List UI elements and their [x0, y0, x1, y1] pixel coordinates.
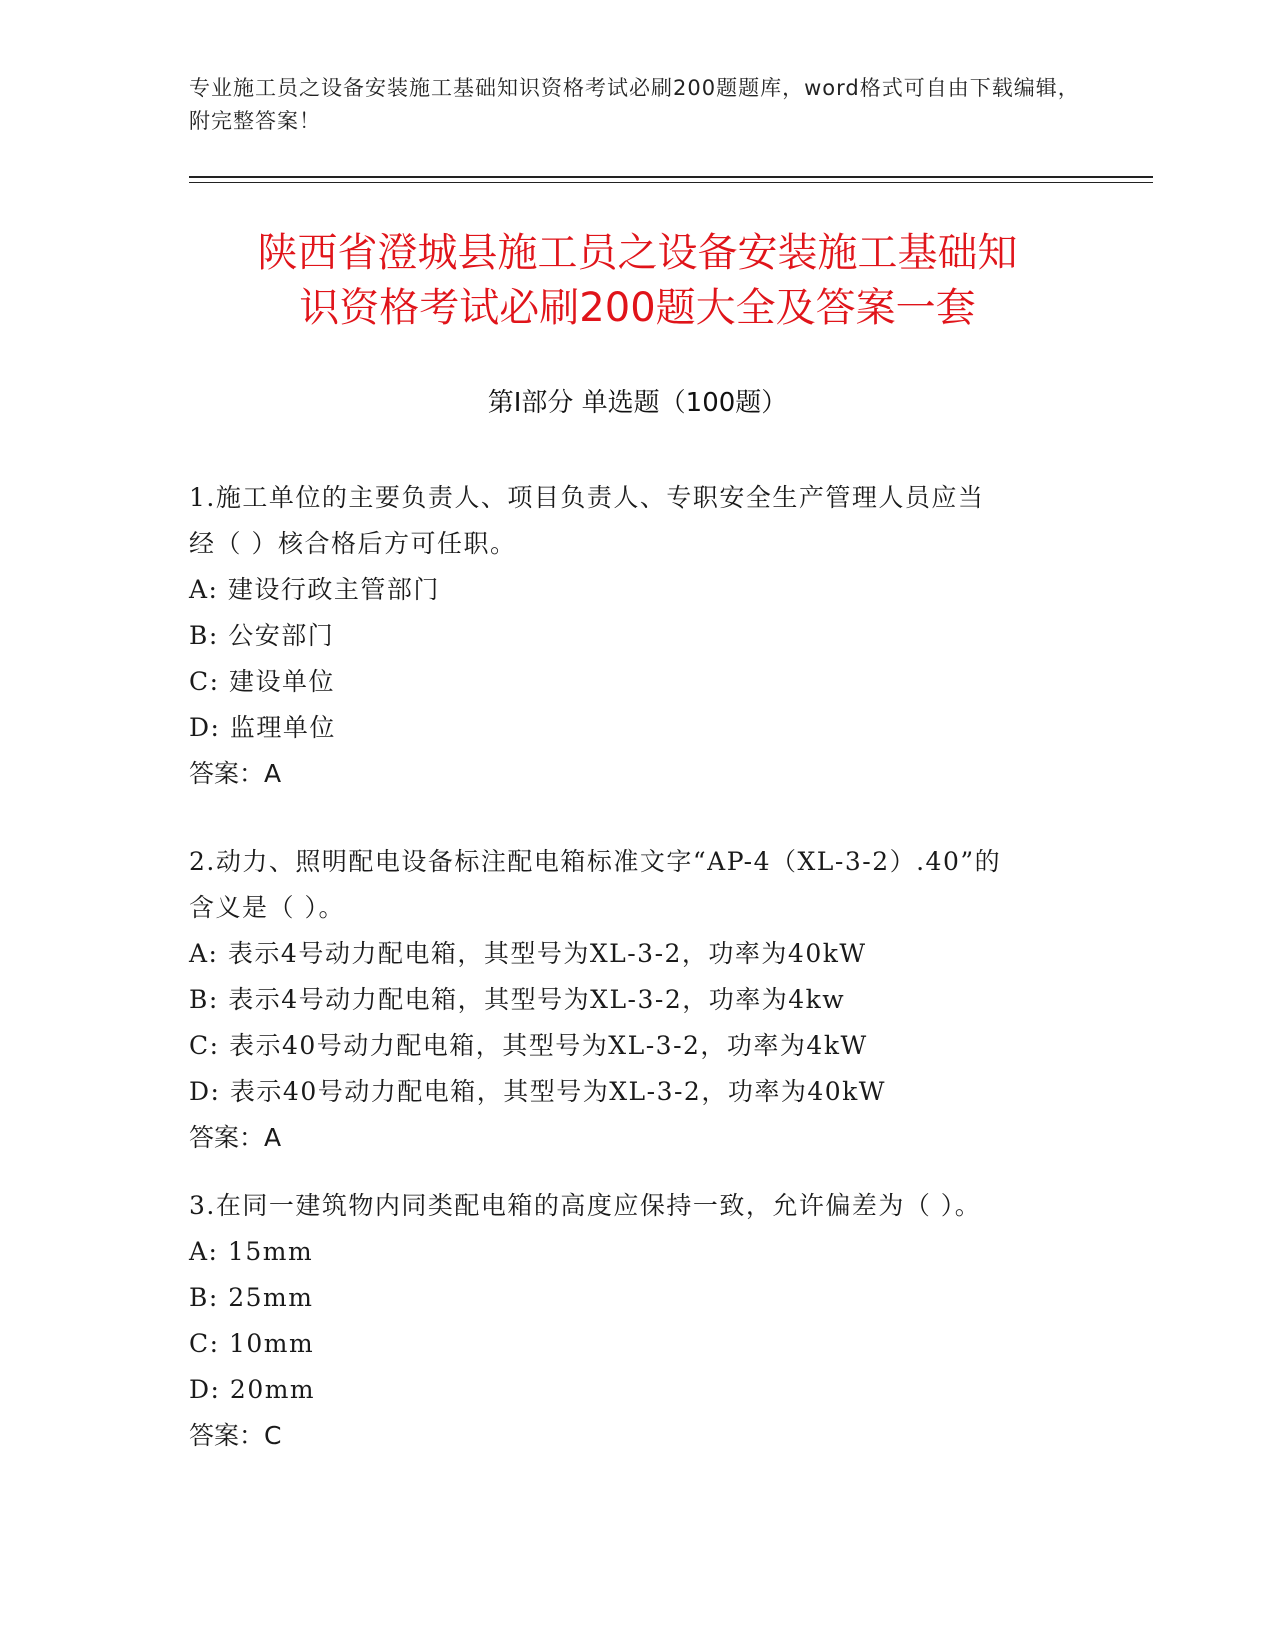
header-divider-thin: [189, 182, 1153, 183]
option-c: C: 表示40号动力配电箱，其型号为XL-3-2，功率为4kW: [189, 1031, 868, 1060]
question-stem-line: 经（ ）核合格后方可任职。: [189, 529, 517, 558]
answer: 答案：A: [189, 759, 282, 788]
option-a: A: 建设行政主管部门: [189, 575, 440, 604]
header-divider-thick: [189, 176, 1153, 178]
question-stem-line: 含义是（ ）。: [189, 893, 345, 922]
option-d: D: 表示40号动力配电箱，其型号为XL-3-2，功率为40kW: [189, 1077, 886, 1106]
question-3: [189, 1183, 1089, 1459]
option-b: B: 表示4号动力配电箱，其型号为XL-3-2，功率为4kw: [189, 985, 846, 1014]
question-stem-line: 3.在同一建筑物内同类配电箱的高度应保持一致，允许偏差为（ ）。: [189, 1191, 982, 1220]
option-c: C: 建设单位: [189, 667, 335, 696]
document-title-line-2: 识资格考试必刷200题大全及答案一套: [299, 285, 976, 331]
option-c: C: 10mm: [189, 1329, 315, 1358]
option-d: D: 20mm: [189, 1375, 316, 1404]
option-b: B: 公安部门: [189, 621, 335, 650]
option-d: D: 监理单位: [189, 713, 336, 742]
question-stem-line: 2.动力、照明配电设备标注配电箱标准文字“AP-4（XL-3-2）.40”的: [189, 847, 1002, 876]
document-title-line-1: 陕西省澄城县施工员之设备安装施工基础知: [257, 230, 1018, 276]
answer: 答案：A: [189, 1123, 282, 1152]
question-1: [189, 475, 1089, 797]
section-title: 第I部分 单选题（100题）: [487, 388, 788, 418]
option-b: B: 25mm: [189, 1283, 314, 1312]
answer: 答案：C: [189, 1421, 282, 1450]
option-a: A: 15mm: [189, 1237, 314, 1266]
question-2: [189, 839, 1089, 1161]
header-note: 专业施工员之设备安装施工基础知识资格考试必刷200题题库，word格式可自由下载编辑，附完整答案！: [189, 76, 1080, 133]
option-a: A: 表示4号动力配电箱，其型号为XL-3-2，功率为40kW: [189, 939, 867, 968]
question-stem-line: 1.施工单位的主要负责人、项目负责人、专职安全生产管理人员应当: [189, 483, 985, 512]
document-title: [180, 226, 1095, 336]
